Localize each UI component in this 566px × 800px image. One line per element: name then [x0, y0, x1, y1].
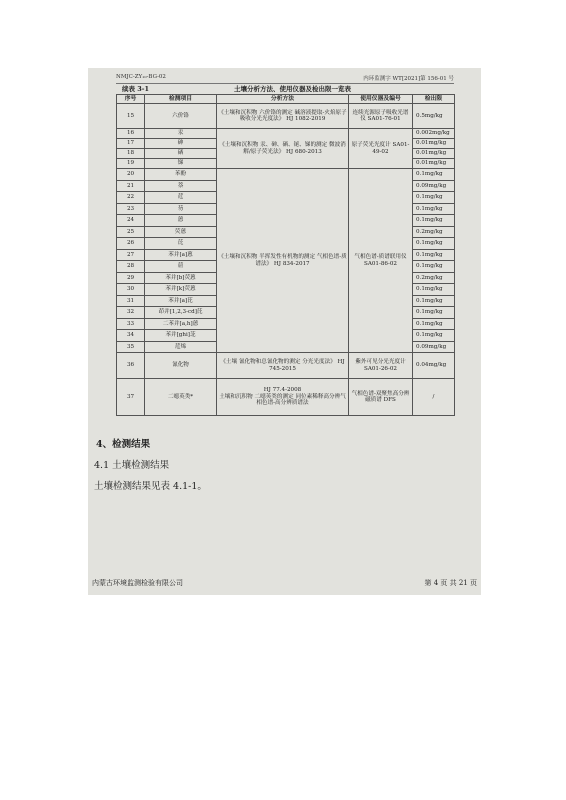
row-limit: 0.1mg/kg	[413, 261, 455, 273]
row-no: 23	[117, 203, 145, 215]
row-no: 20	[117, 169, 145, 181]
row-limit: 0.1mg/kg	[413, 203, 455, 215]
row-no: 15	[117, 104, 145, 129]
row-limit: 0.09mg/kg	[413, 341, 455, 353]
method-name: 土壤和沉积物 二噁英类的测定 同位素稀释高分辨气相色谱-高分辨质谱法	[219, 393, 346, 407]
col-header-item: 检测项目	[145, 95, 217, 104]
row-limit: 0.1mg/kg	[413, 215, 455, 227]
footer-company: 内蒙古环境监测检验有限公司	[92, 579, 183, 587]
method-standard: HJ 77.4-2008	[263, 387, 302, 394]
row-limit: 0.2mg/kg	[413, 226, 455, 238]
row-no: 34	[117, 330, 145, 342]
row-item: 硒	[145, 149, 217, 159]
header-doc-code: NMJC-ZY₁₀-BG-02	[116, 74, 166, 80]
document-page	[88, 68, 481, 595]
row-no: 37	[117, 379, 145, 416]
row-limit: 0.01mg/kg	[413, 149, 455, 159]
row-no: 32	[117, 307, 145, 319]
row-no: 17	[117, 139, 145, 149]
row-limit: 0.1mg/kg	[413, 192, 455, 204]
row-item: 䓛	[145, 261, 217, 273]
page-footer	[88, 578, 481, 590]
row-item: 芴	[145, 203, 217, 215]
page-header	[116, 73, 454, 84]
row-item: 苊烯	[145, 341, 217, 353]
col-header-no: 序号	[117, 95, 145, 104]
instrument-cell: 气相色谱-双聚焦高分辨磁质谱 DFS	[349, 379, 413, 416]
row-no: 19	[117, 159, 145, 169]
col-header-instrument: 使用仪器及编号	[349, 95, 413, 104]
row-no: 28	[117, 261, 145, 273]
table-number: 续表 3-1	[122, 85, 150, 93]
row-item: 锑	[145, 159, 217, 169]
table-row	[117, 379, 455, 416]
section-text: 土壤检测结果见表 4.1-1。	[94, 481, 207, 492]
row-item: 汞	[145, 129, 217, 139]
row-no: 21	[117, 180, 145, 192]
row-item: 芘	[145, 238, 217, 250]
col-header-method: 分析方法	[217, 95, 349, 104]
row-item: 荧蒽	[145, 226, 217, 238]
row-limit: 0.1mg/kg	[413, 169, 455, 181]
row-no: 26	[117, 238, 145, 250]
row-limit: 0.002mg/kg	[413, 129, 455, 139]
row-no: 22	[117, 192, 145, 204]
instrument-cell: 连续光源原子吸收光谱仪 SA01-76-01	[349, 104, 413, 129]
row-limit: 0.04mg/kg	[413, 353, 455, 379]
row-item: 砷	[145, 139, 217, 149]
table-row	[117, 129, 455, 139]
row-limit: 0.5mg/kg	[413, 104, 455, 129]
row-item: 苯并[a]蒽	[145, 249, 217, 261]
row-limit: 0.1mg/kg	[413, 284, 455, 296]
row-no: 35	[117, 341, 145, 353]
footer-page-number: 第 4 页 共 21 页	[424, 579, 477, 587]
row-item: 苯并[a]芘	[145, 295, 217, 307]
row-item: 二噁英类*	[145, 379, 217, 416]
row-no: 31	[117, 295, 145, 307]
row-no: 24	[117, 215, 145, 227]
subsection-heading: 4.1 土壤检测结果	[94, 460, 170, 471]
row-item: 苯并[ghi]苝	[145, 330, 217, 342]
instrument-cell: 原子荧光光度计 SA01-49-02	[349, 129, 413, 169]
row-limit: 0.01mg/kg	[413, 159, 455, 169]
row-limit: 0.1mg/kg	[413, 238, 455, 250]
row-limit: 0.2mg/kg	[413, 272, 455, 284]
col-header-limit: 检出限	[413, 95, 455, 104]
method-cell: 《土壤 氰化物和总氰化物的测定 分光光度法》 HJ 745-2015	[217, 353, 349, 379]
method-cell: 《土壤和沉积物 六价铬的测定 碱溶液提取-火焰原子吸收分光光度法》 HJ 1082-2019	[217, 104, 349, 129]
row-no: 30	[117, 284, 145, 296]
instrument-cell: 紫外可见分光光度计 SA01-26-02	[349, 353, 413, 379]
row-item: 蒽	[145, 215, 217, 227]
row-item: 氰化物	[145, 353, 217, 379]
row-limit: 0.09mg/kg	[413, 180, 455, 192]
row-limit: 0.1mg/kg	[413, 307, 455, 319]
methods-table	[116, 94, 455, 416]
table-caption	[116, 84, 454, 94]
row-item: 六价铬	[145, 104, 217, 129]
row-limit: 0.1mg/kg	[413, 330, 455, 342]
row-item: 苯并[b]荧蒽	[145, 272, 217, 284]
table-row	[117, 169, 455, 181]
row-item: 茚并[1,2,3-cd]芘	[145, 307, 217, 319]
table-header-row	[117, 95, 455, 104]
method-cell: 《土壤和沉积物 汞、砷、硒、铋、锑的测定 微波消解/原子荧光法》 HJ 680-2013	[217, 129, 349, 169]
row-no: 33	[117, 318, 145, 330]
row-limit: 0.1mg/kg	[413, 318, 455, 330]
row-item: 苯并[k]荧蒽	[145, 284, 217, 296]
row-limit: /	[413, 379, 455, 416]
row-limit: 0.1mg/kg	[413, 249, 455, 261]
section-heading: 4、检测结果	[96, 439, 151, 450]
row-no: 29	[117, 272, 145, 284]
row-item: 苯酚	[145, 169, 217, 181]
table-row	[117, 104, 455, 129]
row-item: 苊	[145, 192, 217, 204]
method-cell: 《土壤和沉积物 半挥发性有机物的测定 气相色谱-质谱法》 HJ 834-2017	[217, 169, 349, 353]
method-cell	[217, 379, 349, 416]
row-no: 18	[117, 149, 145, 159]
row-no: 36	[117, 353, 145, 379]
table-title: 土壤分析方法、使用仪器及检出限一览表	[234, 85, 351, 93]
row-item: 萘	[145, 180, 217, 192]
row-limit: 0.01mg/kg	[413, 139, 455, 149]
header-report-number: 内环监测字 WT[2021]第 156-01 号	[363, 76, 454, 82]
row-no: 16	[117, 129, 145, 139]
table-row	[117, 353, 455, 379]
instrument-cell: 气相色谱-质谱联用仪 SA01-86-02	[349, 169, 413, 353]
row-no: 27	[117, 249, 145, 261]
row-item: 二苯并[a,h]蒽	[145, 318, 217, 330]
row-limit: 0.1mg/kg	[413, 295, 455, 307]
row-no: 25	[117, 226, 145, 238]
